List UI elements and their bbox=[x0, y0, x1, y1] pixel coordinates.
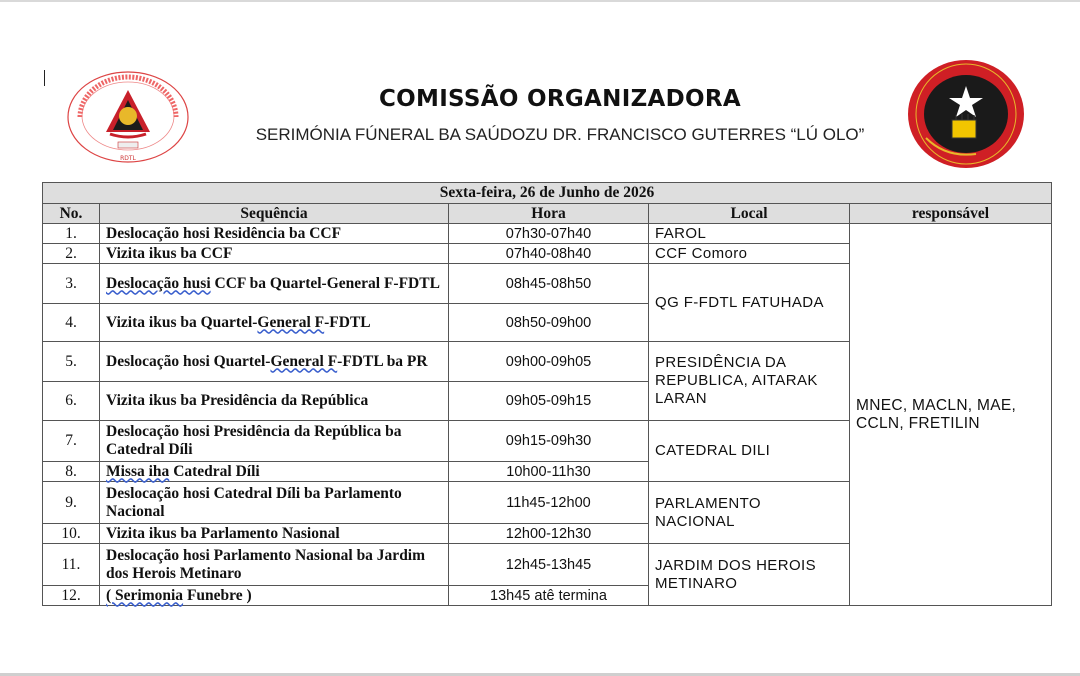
row-local: QG F-FDTL FATUHADA bbox=[649, 264, 850, 342]
row-local: CCF Comoro bbox=[649, 244, 850, 264]
row-local: JARDIM DOS HEROIS METINARO bbox=[649, 544, 850, 606]
row-sequencia: Deslocação hosi Catedral Díli ba Parlamento Nacional bbox=[100, 482, 449, 524]
row-hora: 08h50-09h00 bbox=[449, 304, 649, 342]
row-sequencia bbox=[100, 586, 449, 606]
seq-text-part: Funebre ) bbox=[183, 586, 252, 604]
row-hora: 07h30-07h40 bbox=[449, 224, 649, 244]
row-hora: 09h05-09h15 bbox=[449, 382, 649, 421]
seq-text-part: -FDTL bbox=[324, 313, 371, 331]
page-title: COMISSÃO ORGANIZADORA bbox=[378, 86, 741, 112]
seq-text-part: ( Serimonia bbox=[106, 586, 184, 604]
row-hora: 07h40-08h40 bbox=[449, 244, 649, 264]
row-hora: 10h00-11h30 bbox=[449, 462, 649, 482]
row-hora: 12h00-12h30 bbox=[449, 524, 649, 544]
page-subtitle: SERIMÓNIA FÚNERAL BA SAÚDOZU DR. FRANCISCO GUTERRES “LÚ OLO” bbox=[255, 125, 865, 144]
row-sequencia: Deslocação hosi Residência ba CCF bbox=[100, 224, 449, 244]
column-header-responsavel: responsável bbox=[850, 204, 1052, 224]
column-header-no: No. bbox=[43, 204, 100, 224]
row-number: 8. bbox=[43, 462, 100, 482]
table-row bbox=[43, 224, 1052, 244]
row-hora: 08h45-08h50 bbox=[449, 264, 649, 304]
row-sequencia: Deslocação hosi Presidência da República ba Catedral Díli bbox=[100, 421, 449, 462]
responsavel-cell: MNEC, MACLN, MAE, CCLN, FRETILIN bbox=[850, 224, 1052, 606]
row-sequencia: Vizita ikus ba CCF bbox=[100, 244, 449, 264]
schedule-table bbox=[42, 182, 1052, 606]
row-hora: 12h45-13h45 bbox=[449, 544, 649, 586]
row-number: 6. bbox=[43, 382, 100, 421]
fretilin-seal-logo bbox=[906, 58, 1026, 170]
seq-text-part: Vizita ikus ba Quartel- bbox=[106, 313, 258, 331]
row-sequencia: Vizita ikus ba Parlamento Nasional bbox=[100, 524, 449, 544]
seq-text-part: Missa iha bbox=[106, 462, 170, 480]
seq-text-part: -FDTL ba PR bbox=[337, 352, 428, 370]
row-number: 9. bbox=[43, 482, 100, 524]
row-hora: 09h00-09h05 bbox=[449, 342, 649, 382]
row-number: 2. bbox=[43, 244, 100, 264]
seq-text-part: Deslocação hosi Quartel- bbox=[106, 352, 271, 370]
row-number: 12. bbox=[43, 586, 100, 606]
day-title: Sexta-feira, 26 de Junho de 2026 bbox=[43, 183, 1052, 204]
row-sequencia bbox=[100, 462, 449, 482]
seq-text-part: Catedral Díli bbox=[169, 462, 260, 480]
row-number: 10. bbox=[43, 524, 100, 544]
row-number: 7. bbox=[43, 421, 100, 462]
seq-text-part: General F bbox=[270, 352, 338, 370]
row-sequencia bbox=[100, 304, 449, 342]
row-local: FAROL bbox=[649, 224, 850, 244]
row-number: 4. bbox=[43, 304, 100, 342]
row-hora: 09h15-09h30 bbox=[449, 421, 649, 462]
row-hora: 13h45 atê termina bbox=[449, 586, 649, 606]
text-cursor bbox=[44, 70, 45, 86]
row-sequencia bbox=[100, 264, 449, 304]
seq-text-part: Deslocação husi bbox=[106, 274, 211, 292]
top-border bbox=[0, 0, 1080, 2]
row-sequencia: Deslocação hosi Parlamento Nasional ba Jardim dos Herois Metinaro bbox=[100, 544, 449, 586]
column-header-local: Local bbox=[649, 204, 850, 224]
row-number: 11. bbox=[43, 544, 100, 586]
row-hora: 11h45-12h00 bbox=[449, 482, 649, 524]
row-local: CATEDRAL DILI bbox=[649, 421, 850, 482]
row-local: PRESIDÊNCIA DA REPUBLICA, AITARAK LARAN bbox=[649, 342, 850, 421]
rdtl-seal-logo bbox=[66, 70, 190, 164]
svg-text:RDTL: RDTL bbox=[120, 155, 136, 162]
day-header-row bbox=[43, 183, 1052, 204]
column-header-sequencia: Sequência bbox=[100, 204, 449, 224]
row-local: PARLAMENTO NACIONAL bbox=[649, 482, 850, 544]
row-number: 5. bbox=[43, 342, 100, 382]
row-sequencia bbox=[100, 342, 449, 382]
column-header-hora: Hora bbox=[449, 204, 649, 224]
seq-text-part: CCF ba Quartel-General F-FDTL bbox=[210, 274, 440, 292]
row-number: 3. bbox=[43, 264, 100, 304]
row-number: 1. bbox=[43, 224, 100, 244]
seq-text-part: General F bbox=[257, 313, 325, 331]
row-sequencia: Vizita ikus ba Presidência da República bbox=[100, 382, 449, 421]
column-header-row bbox=[43, 204, 1052, 224]
